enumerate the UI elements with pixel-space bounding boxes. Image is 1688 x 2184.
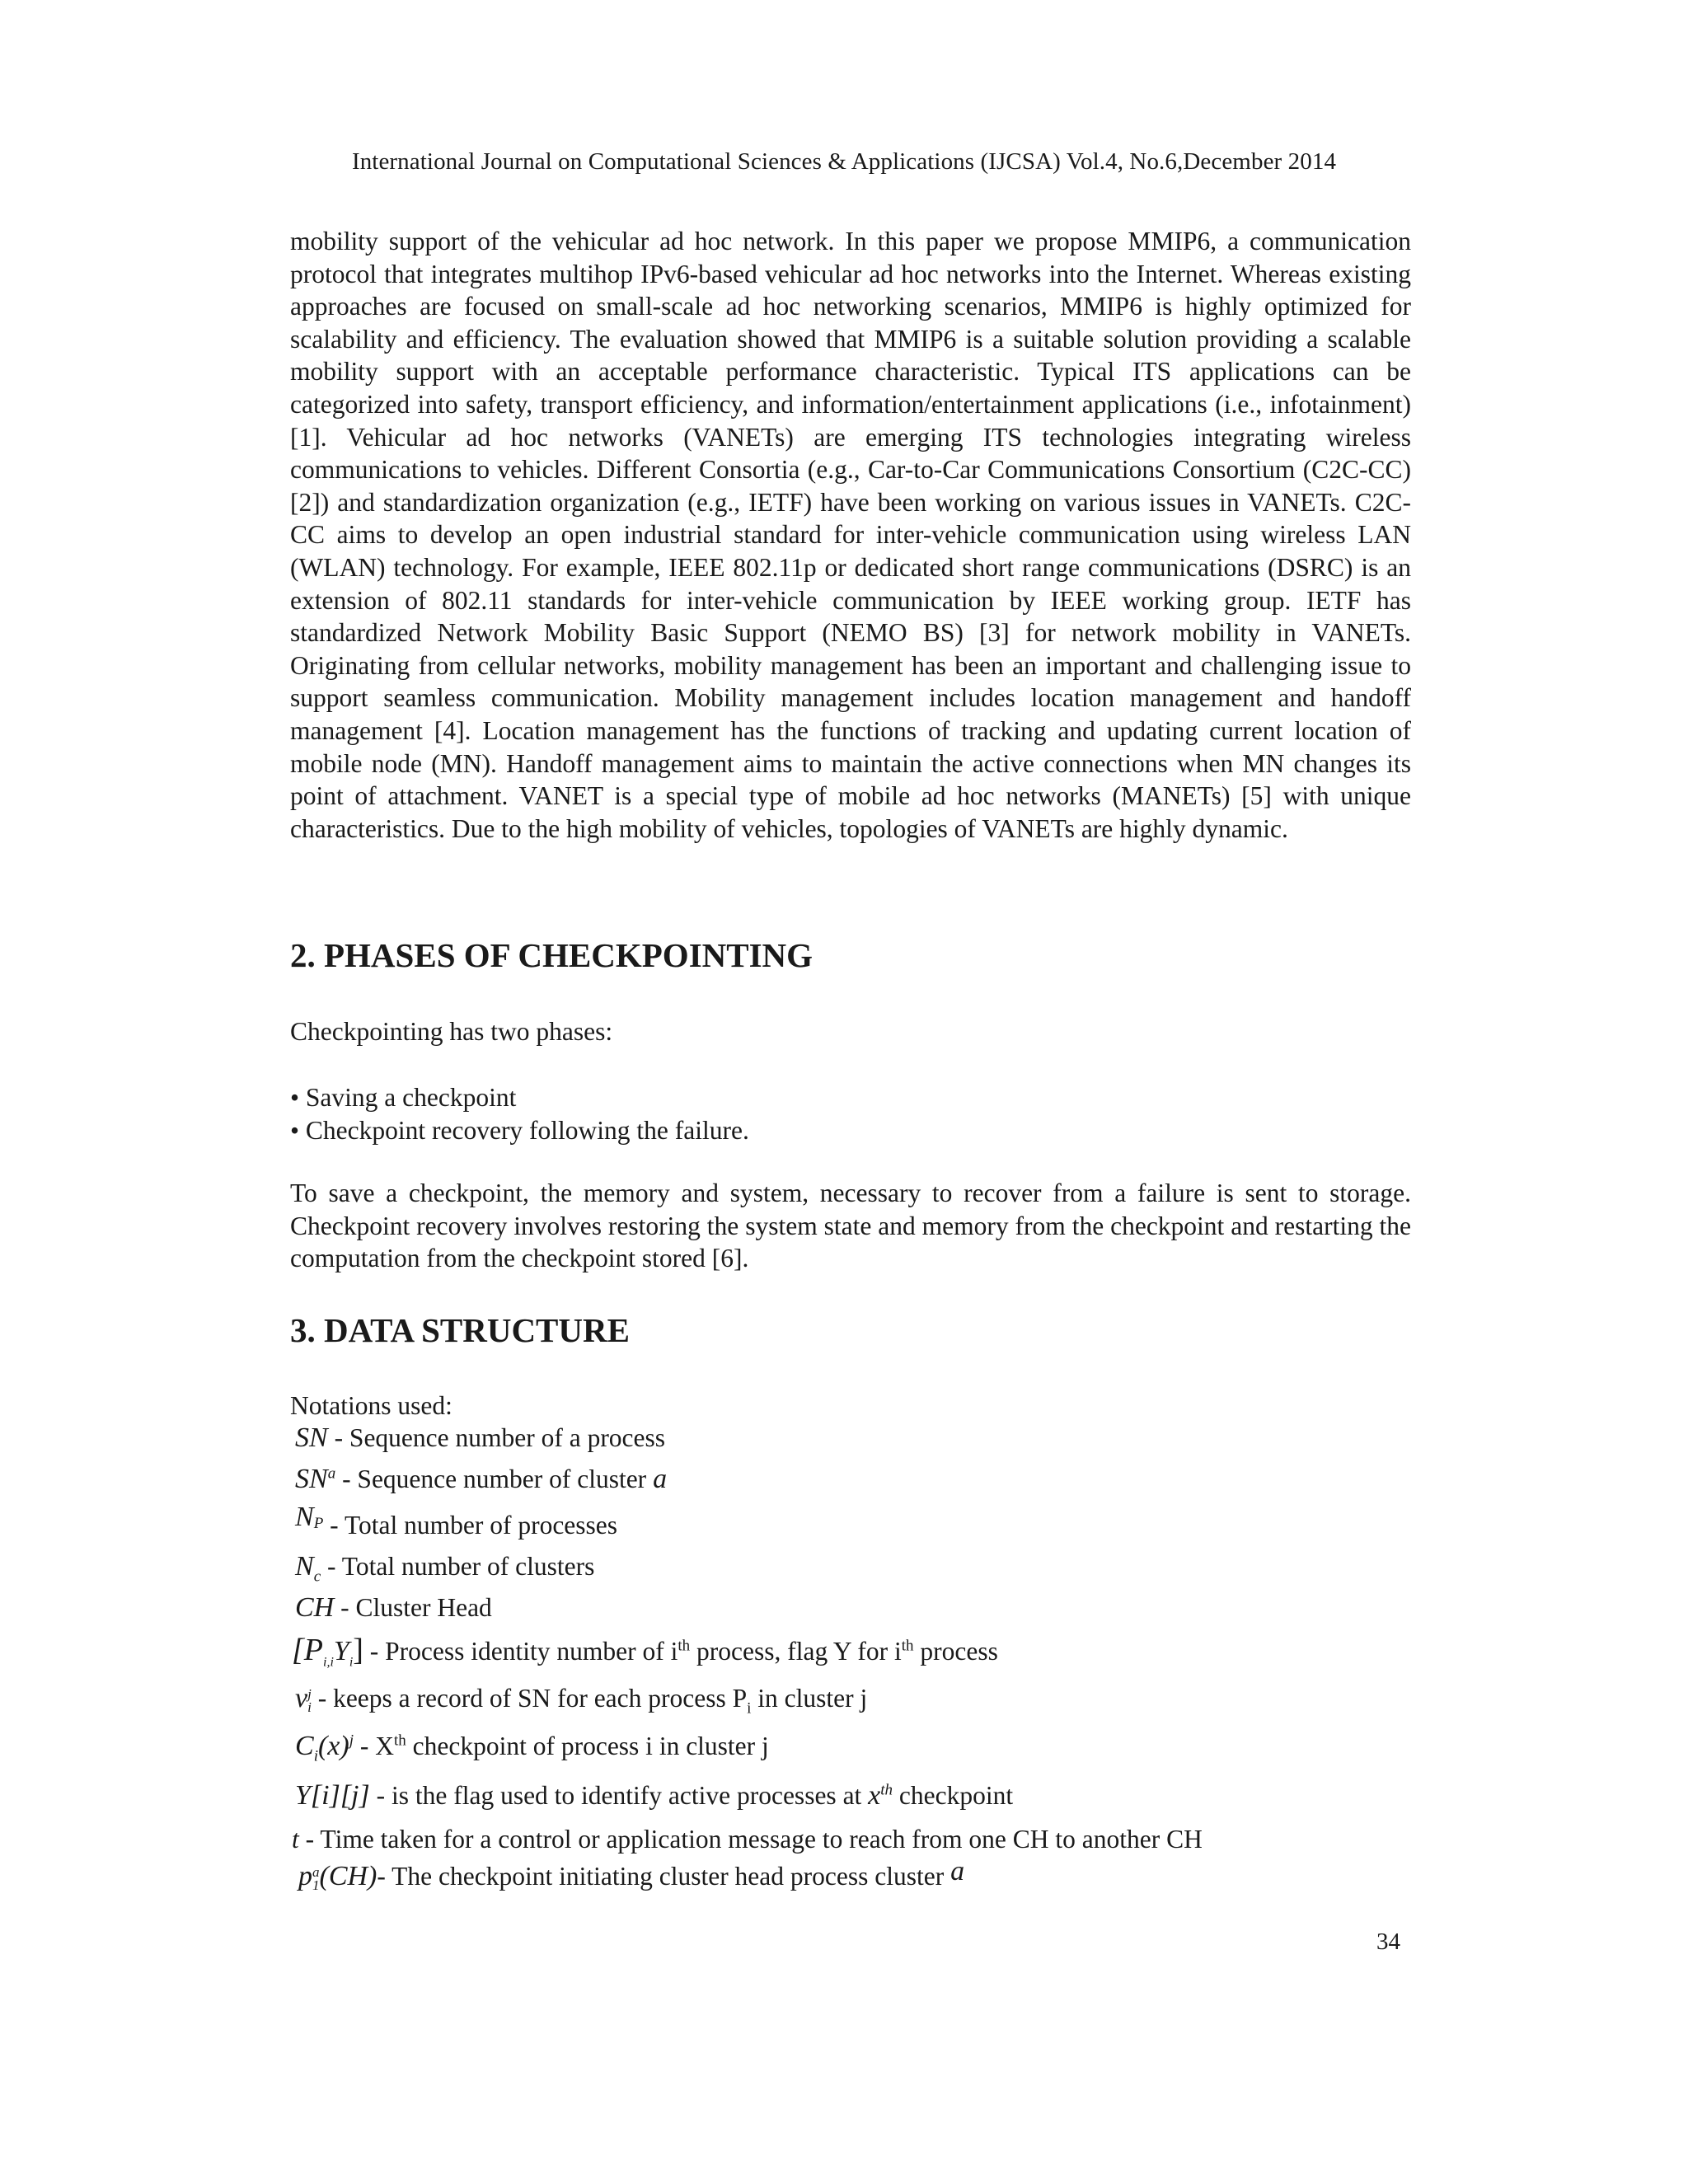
notation-flag-y: Y[i][j] - is the flag used to identify active processes at $x^{th}$ checkpoint xyxy=(295,1780,1014,1811)
bullet-saving-checkpoint: • Saving a checkpoint xyxy=(290,1083,517,1112)
section-2-heading: 2. PHASES OF CHECKPOINTING xyxy=(290,936,814,974)
notation-v-record: v j i - keeps a record of SN for each process $P_i$ in cluster j xyxy=(295,1683,868,1718)
running-header: International Journal on Computational Sciences & Applications (IJCSA) Vol.4, No.6,December 2014 xyxy=(351,148,1337,175)
notations-intro: Notations used: xyxy=(290,1391,452,1420)
notation-time-t: t - Time taken for a control or application message to reach from one CH to another CH xyxy=(292,1825,1203,1854)
notation-process-identity: $[P_{i,i}Y_i]$ - Process identity number of $i^{th}$ process, flag Y for $i^{th}$ process xyxy=(292,1633,998,1670)
section-2-paragraph: To save a checkpoint, the memory and system, necessary to recover from a failure is sent to storage. Checkpoint recovery involves restoring the system state and memory from the checkpoint and restarting the computation from the checkpoint stored [6]. xyxy=(290,1179,1411,1273)
section-3-heading: 3. DATA STRUCTURE xyxy=(290,1311,630,1349)
section-2-intro: Checkpointing has two phases: xyxy=(290,1017,613,1046)
bullet-checkpoint-recovery: • Checkpoint recovery following the failure. xyxy=(290,1116,749,1145)
notation-sn-cluster: $SN^a$ - Sequence number of cluster a xyxy=(295,1464,668,1494)
page-number: 34 xyxy=(1376,1929,1400,1955)
intro-paragraph: mobility support of the vehicular ad hoc network. In this paper we propose MMIP6, a communication protocol that integrates multihop IPv6-based vehicular ad hoc networks into the Internet. Whereas existing approaches are focused on small-scale ad hoc networking scenarios, MMIP6 is highly optimized for scalability and efficiency. The evaluation showed that MMIP6 is a suitable solution providing a scalable mobility support with an acceptable performance characteristic. Typical ITS applications can be categorized into safety, transport efficiency, and information/entertainment applications (i.e., infotainment) [1]. Vehicular ad hoc networks (VANETs) are emerging ITS technologies integrating wireless communications to vehicles. Different Consortia (e.g., Car-to-Car Communications Consortium (C2C-CC) [2]) and standardization organization (e.g., IETF) have been working on various issues in VANETs. C2C-CC aims to develop an open industrial standard for inter-vehicle communication using wireless LAN (WLAN) technology. For example, IEEE 802.11p or dedicated short range communications (DSRC) is an extension of 802.11 standards for inter-vehicle communication by IEEE working group. IETF has standardized Network Mobility Basic Support (NEMO BS) [3] for network mobility in VANETs. Originating from cellular networks, mobility management has been an important and challenging issue to support seamless communication. Mobility management includes location management and handoff management [4]. Location management has the functions of tracking and updating current location of mobile node (MN). Handoff management aims to maintain the active connections when MN changes its point of attachment. VANET is a special type of mobile ad hoc networks (MANETs) [5] with unique characteristics. Due to the high mobility of vehicles, topologies of VANETs are highly dynamic. xyxy=(290,227,1411,843)
notation-nc: $N_c$ - Total number of clusters xyxy=(295,1551,595,1586)
notation-sn: SN - Sequence number of a process xyxy=(295,1422,666,1453)
notation-initiating-ch: p a 1 (CH)- The checkpoint initiating cluster head process cluster a xyxy=(298,1856,965,1893)
notation-ch: CH - Cluster Head xyxy=(295,1592,492,1623)
notation-checkpoint-c: $C_i(x)^j - Xth$ checkpoint of process i in cluster j xyxy=(295,1731,769,1765)
notation-np: $N_P$ - Total number of processes xyxy=(295,1502,618,1540)
